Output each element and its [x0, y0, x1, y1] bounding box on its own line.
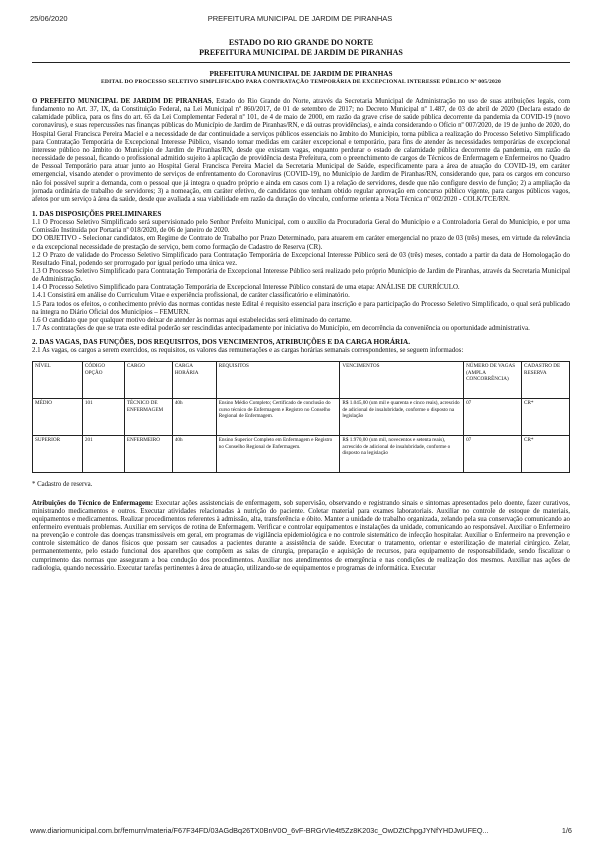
table-cell: 201	[82, 436, 124, 473]
document-page	[32, 38, 570, 573]
print-date: 25/06/2020	[30, 14, 68, 23]
page-number: 1/6	[561, 826, 572, 835]
table-cell: 40h	[172, 436, 216, 473]
table-cell: SUPERIOR	[33, 436, 83, 473]
table-cell: Ensino Superior Completo em Enfermagem e Registro no Conselho Regional de Enfermagem.	[216, 436, 340, 473]
table-cell: MÉDIO	[33, 399, 83, 436]
publisher-heading: PREFEITURA MUNICIPAL DE JARDIM DE PIRANHAS	[209, 70, 393, 78]
section-1-para-4-1: 1.4.1 Consistirá em análise do Curriculum Vitae e experiência profissional, de caráter classificatório e eliminatório.	[32, 292, 350, 300]
intro-text: , Estado do Rio Grande do Norte, através da Secretaria Municipal de Administração no uso de suas atribuições legais, com fundamento no Art. 37, IX, da Constituição Federal, na Lei Municipal nº 860/2017, de 01 de setembro de 2017; no Decreto Municipal nº 1.487, de 03 de abril de 2020 (Declara estado de calamidade pública, para os fins do art. 65 da Lei Complementar Federal nº 101, de 4 de maio de 2000, em razão da grave crise de saúde pública decorrente da pandemia da COVID-19 (novo coronavírus), e suas repercussões nas finanças públicas do Município de Jardim de Piranhas/RN, e dá outras providências), e ainda considerando o Ofício nº 007/2020, de 19 de junho de 2020, do Hospital Geral Francisca Pereira Maciel e a necessidade de dar continuidade a serviços públicos essenciais no âmbito do Município, torna pública a realização do Processo Seletivo Simplificado para Contratação Temporária de Excepcional Interesse Público, visando tomar medidas em caráter excepcional e temporário, para fins de atender às necessidades temporárias de excepcional interesse público no âmbito do Município de Jardim de Piranhas/RN, desde que existam vagas, enquanto perdurar o estado de calamidade pública decorrente da pandemia, em razão da necessidade de pessoal, ficando o profissional admitido sujeito à aplicação de providência desta Prefeitura, com o preenchimento de cargos de Técnicos de Enfermagem e Enfermeiros no Quadro de Pessoal Temporário para atuar junto ao Hospital Geral Francisca Pereira Maciel da Secretaria Municipal de Saúde, especificamente para a área de atuação do COVID-19, em caráter emergencial, visando atender o provimento de serviços de enfrentamento do Coronavírus (COVID-19), no Município de Jardim de Piranhas/RN, considerando que, para os cargos em concurso não foi possível suprir a demanda, com o pessoal que já integra o quadro próprio e ainda em casos com 1) a relação de servidores, desde que não configure desvio de função; 2) a ampliação da jornada ordinária de trabalho de servidores; 3) a nomeação, em caráter efetivo, de candidatos que tenham obtido regular aprovação em concurso público vigente, para cargos públicos vagos, afetos por um serviço à área da saúde, desde que avaliada a sua viabilidade em razão da duração do vínculo, conforme orienta a Nota Técnica nº 002/2020 - COLK/TCE/RN.	[32, 98, 570, 203]
browser-print-header	[0, 14, 600, 26]
table-header-cell: VENCIMENTOS	[340, 362, 464, 399]
table-header-cell: CÓDIGO OPÇÃO	[82, 362, 124, 399]
state-heading: ESTADO DO RIO GRANDE DO NORTE	[228, 38, 374, 47]
table-header-row	[33, 362, 570, 399]
attributions-paragraph	[32, 500, 570, 573]
table-cell: ENFERMEIRO	[124, 436, 172, 473]
intro-paragraph	[32, 98, 570, 204]
table-header-cell: CARGO	[124, 362, 172, 399]
table-header-cell: REQUISITOS	[216, 362, 340, 399]
section-2-title: 2. DAS VAGAS, DAS FUNÇÕES, DOS REQUISITOS, DOS VENCIMENTOS, ATRIBUIÇÕES E DA CARGA HORÁRIA.	[32, 338, 411, 347]
table-cell: R$ 1.970,00 (um mil, novecentos e setenta reais), acrescido de adicional de insalubridade, conforme o disposto na legislação	[340, 436, 464, 473]
table-row	[33, 436, 570, 473]
table-cell: 07	[464, 399, 522, 436]
table-cell: 07	[464, 436, 522, 473]
edital-title: EDITAL DO PROCESSO SELETIVO SIMPLIFICADO PARA CONTRATAÇÃO TEMPORÁRIA DE EXCEPCIONAL INTERESSE PÚBLICO Nº 005/2020	[100, 79, 502, 85]
reserve-note: * Cadastro de reserva.	[32, 481, 93, 489]
section-1-para-6: 1.6 O candidato que por qualquer motivo deixar de atender às normas aqui estabelecidas será eliminado do certame.	[32, 316, 352, 324]
browser-print-footer	[0, 826, 600, 838]
source-url: www.diariomunicipal.com.br/femurn/materia/F67F34FD/03AGdBq26TX0BnV0O_6vF-BRGrVIe4t5Zz8K203c_OwDZtChpgJYNfYHDJwUFEQ...	[30, 826, 489, 835]
table-header-cell: CADASTRO DE RESERVA	[522, 362, 570, 399]
section-1-para-5: 1.5 Para todos os efeitos, o conhecimento prévio das normas contidas neste Edital é requisito essencial para inscrição e para participação do Processo Seletivo Simplificado, o qual será publicado na íntegra no Diário Oficial dos Municípios – FEMURN.	[32, 300, 570, 316]
table-cell: 40h	[172, 399, 216, 436]
section-1-para-7: 1.7 As contratações de que se trata este edital poderão ser rescindidas antecipadamente por iniciativa do Município, em decorrência da conveniência ou oportunidade administrativa.	[32, 325, 530, 333]
table-cell: Ensino Médio Completo; Certificado de conclusão do curso técnico de Enfermagem e Registro no Conselho Regional de Enfermagem.	[216, 399, 340, 436]
table-cell: CR*	[522, 399, 570, 436]
table-cell: 101	[82, 399, 124, 436]
section-1-para-4: 1.4 O Processo Seletivo Simplificado para Contratação Temporária de Excepcional Interesse Público constará de uma etapa: ANÁLISE DE CURRÍCULO.	[32, 284, 460, 292]
section-1-para-3: 1.3 O Processo Seletivo Simplificado para Contratação Temporária de Excepcional Interesse Público será realizado pelo próprio Município de Jardim de Piranhas, através da Secretaria Municipal de Administração.	[32, 267, 570, 284]
intro-lead: O PREFEITO MUNICIPAL DE JARDIM DE PIRANHAS	[32, 98, 212, 105]
prefecture-heading: PREFEITURA MUNICIPAL DE JARDIM DE PIRANHAS	[199, 48, 403, 57]
table-row	[33, 399, 570, 436]
section-1-title: 1. DAS DISPOSIÇÕES PRELIMINARES	[32, 210, 162, 219]
vacancies-table	[32, 361, 570, 473]
table-cell: R$ 1.045,00 (um mil e quarenta e cinco reais), acrescido de adicional de insalubridade, conforme o disposto na legislação	[340, 399, 464, 436]
table-cell: TÉCNICO DE ENFERMAGEM	[124, 399, 172, 436]
section-1-para-1: 1.1 O Processo Seletivo Simplificado será supervisionado pelo Senhor Prefeito Municipal, com o auxílio da Procuradoria Geral do Município e a Controladoria Geral do Município, e por uma Comissão Instituída por Portaria nº 018/2020, de 06 de janeiro de 2020.	[32, 219, 570, 235]
section-1-objective: DO OBJETIVO - Selecionar candidatos, em Regime de Contrato de Trabalho por Prazo Determinado, para atuarem em caráter emergencial no prazo de 03 (três) meses, em virtude da relevância e da excepcional necessidade de prestação de serviço, bem como formação de Cadastro de Reserva (CR).	[32, 235, 570, 251]
section-2-para: 2.1 As vagas, os cargos a serem exercidos, os requisitos, os valores das remunerações e as cargas horárias semanais correspondentes, se seguem informados:	[32, 347, 464, 355]
section-1-para-2: 1.2 O Prazo de validade do Processo Seletivo Simplificado para Contratação Temporária de Excepcional Interesse Público será de 03 (três) meses, contado a partir da data de Homologação do Resultado Final, podendo ser prorrogado por igual período uma única vez.	[32, 251, 570, 267]
table-cell: CR*	[522, 436, 570, 473]
table-header-cell: NÚMERO DE VAGAS (AMPLA CONCORRÊNCIA)	[464, 362, 522, 399]
attributions-text: Executar ações assistenciais de enfermagem, sob supervisão, observando e registrando sinais e sintomas apresentados pelo doente, fazer curativos, ministrando medicamentos e outros. Executar atividades relacionadas à nutrição do paciente. Coletar material para exames laboratoriais. Auxiliar no controle de estoque de materiais, equipamentos e medicamentos. Realizar procedimentos referentes à admissão, alta, transferência e óbito. Manter a unidade de trabalho organizada, zelando pela sua conservação comunicando ao enfermeiro eventuais problemas. Auxiliar em serviços de rotina de Enfermagem. Verificar e controlar equipamentos e instalações da unidade, comunicando ao responsável. Auxiliar o Enfermeiro na prevenção e controle das doenças transmissíveis em geral, em programas de vigilância epidemiológica e no controle sistemático de infecção hospitalar. Auxiliar o Enfermeiro na prevenção e controle sistemático de danos físicos que possam ser causados a pacientes durante a assistência de saúde. Executar o tratamento, orientar e esterilização de material cirúrgico. Zelar, permanentemente, pelo estado funcional dos aparelhos que compõem as salas de cirurgia, preparação e aquisição de recursos, para equipamento de responsabilidade, sendo fiscalizar o cumprimento das normas que asseguram a boa condução dos procedimentos. Auxiliar nos atendimentos de emergência e nas condições de realização dos mesmos. Auxiliar nas ações de radiologia, quando necessário. Executar tarefas pertinentes à área de atuação, utilizando-se de equipamentos e programas de informática. Executar	[32, 499, 570, 572]
table-header-cell: CARGA HORÁRIA	[172, 362, 216, 399]
header-divider	[32, 62, 570, 63]
attributions-lead: Atribuições do Técnico de Enfermagem:	[32, 499, 154, 507]
table-header-cell: NÍVEL	[33, 362, 83, 399]
print-title: PREFEITURA MUNICIPAL DE JARDIM DE PIRANHAS	[207, 14, 393, 23]
